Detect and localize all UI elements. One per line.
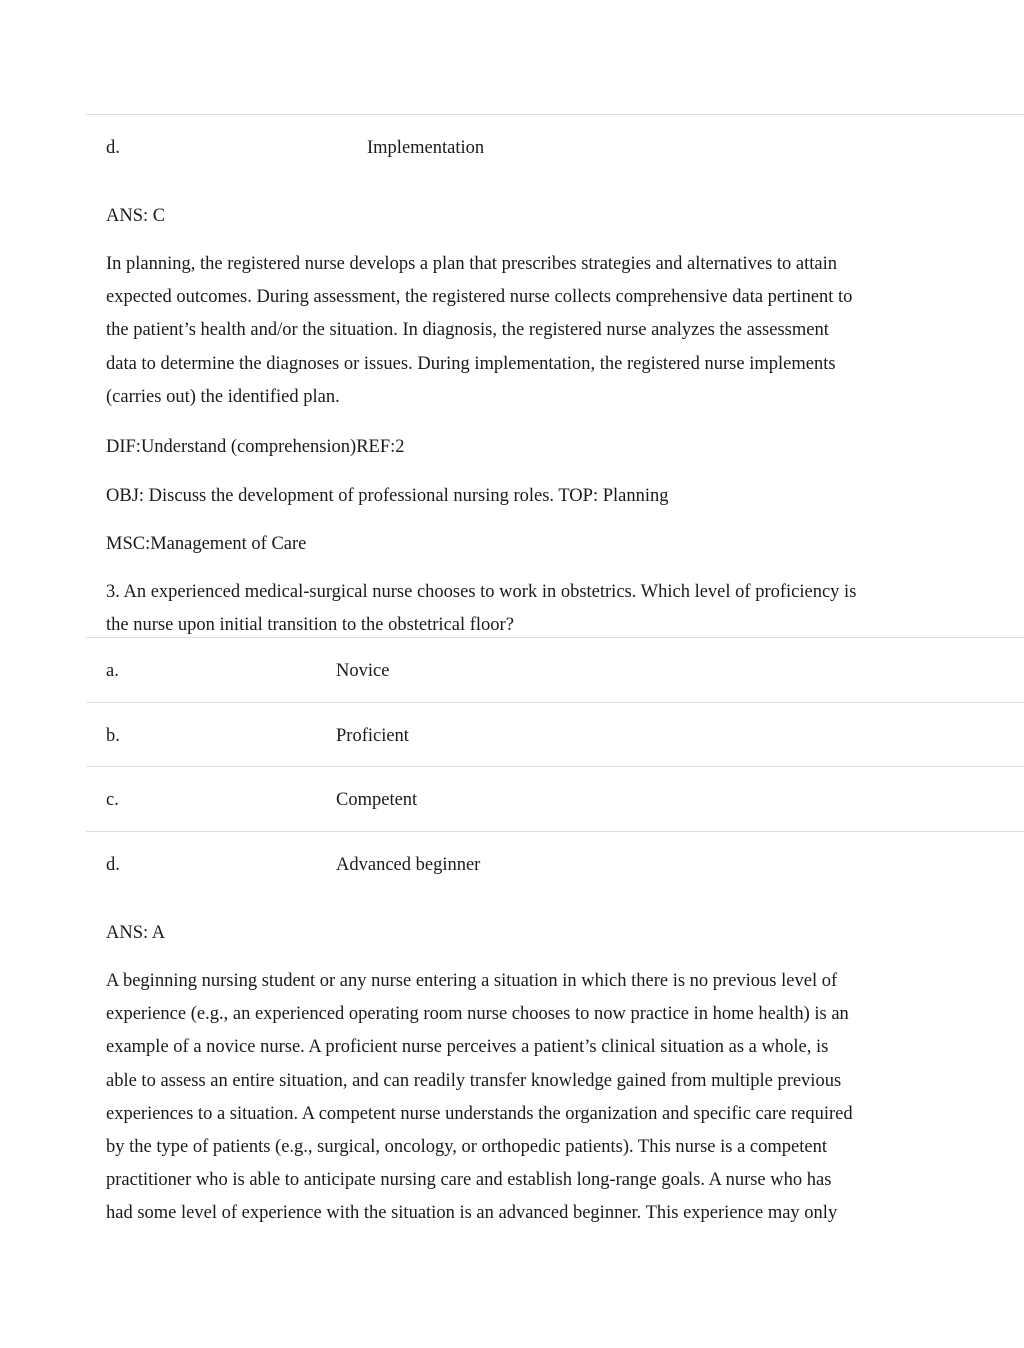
divider <box>86 114 1024 115</box>
rationale-line: data to determine the diagnoses or issues. During implementation, the registered nurse implements <box>106 353 836 374</box>
option-text: Competent <box>336 790 418 810</box>
divider <box>86 702 1024 703</box>
rationale-line: (carries out) the identified plan. <box>106 386 340 407</box>
difficulty-reference: DIF:Understand (comprehension)REF:2 <box>106 437 405 457</box>
rationale-line: practitioner who is able to anticipate nursing care and establish long-range goals. A nurse who has <box>106 1170 832 1191</box>
rationale-line: able to assess an entire situation, and can readily transfer knowledge gained from multiple previous <box>106 1070 842 1091</box>
rationale-line: experiences to a situation. A competent nurse understands the organization and specific care required <box>106 1103 853 1124</box>
rationale-line: had some level of experience with the situation is an advanced beginner. This experience may only <box>106 1203 838 1224</box>
option-text: Implementation <box>367 138 485 158</box>
option-letter: b. <box>106 726 120 746</box>
answer-key: ANS: C <box>106 206 166 226</box>
question-stem <box>106 576 926 642</box>
option-letter: c. <box>106 790 119 810</box>
objective-topic: OBJ: Discuss the development of professional nursing roles. TOP: Planning <box>106 486 669 506</box>
rationale-paragraph <box>106 965 926 1231</box>
option-letter: d. <box>106 855 120 875</box>
divider <box>86 766 1024 767</box>
question-stem-line: the nurse upon initial transition to the obstetrical floor? <box>106 615 514 636</box>
question-stem-line: 3. An experienced medical-surgical nurse chooses to work in obstetrics. Which level of proficiency is <box>106 582 857 602</box>
answer-key: ANS: A <box>106 923 166 943</box>
divider <box>86 831 1024 832</box>
option-text: Proficient <box>336 726 409 746</box>
rationale-line: experience (e.g., an experienced operating room nurse chooses to now practice in home health) is an <box>106 1004 849 1025</box>
rationale-line: the patient’s health and/or the situation. In diagnosis, the registered nurse analyzes the assessment <box>106 320 829 341</box>
option-text: Advanced beginner <box>336 855 481 875</box>
option-text: Novice <box>336 661 390 681</box>
divider <box>86 637 1024 638</box>
rationale-line: A beginning nursing student or any nurse entering a situation in which there is no previous level of <box>106 971 838 991</box>
rationale-line: In planning, the registered nurse develops a plan that prescribes strategies and alternatives to attain <box>106 254 838 274</box>
rationale-line: expected outcomes. During assessment, the registered nurse collects comprehensive data pertinent to <box>106 287 853 308</box>
option-letter: a. <box>106 661 119 681</box>
msc-category: MSC:Management of Care <box>106 534 307 554</box>
option-letter: d. <box>106 138 120 158</box>
rationale-line: by the type of patients (e.g., surgical, oncology, or orthopedic patients). This nurse is a competent <box>106 1137 827 1158</box>
rationale-paragraph <box>106 248 926 414</box>
rationale-line: example of a novice nurse. A proficient nurse perceives a patient’s clinical situation as a whole, is <box>106 1037 829 1058</box>
